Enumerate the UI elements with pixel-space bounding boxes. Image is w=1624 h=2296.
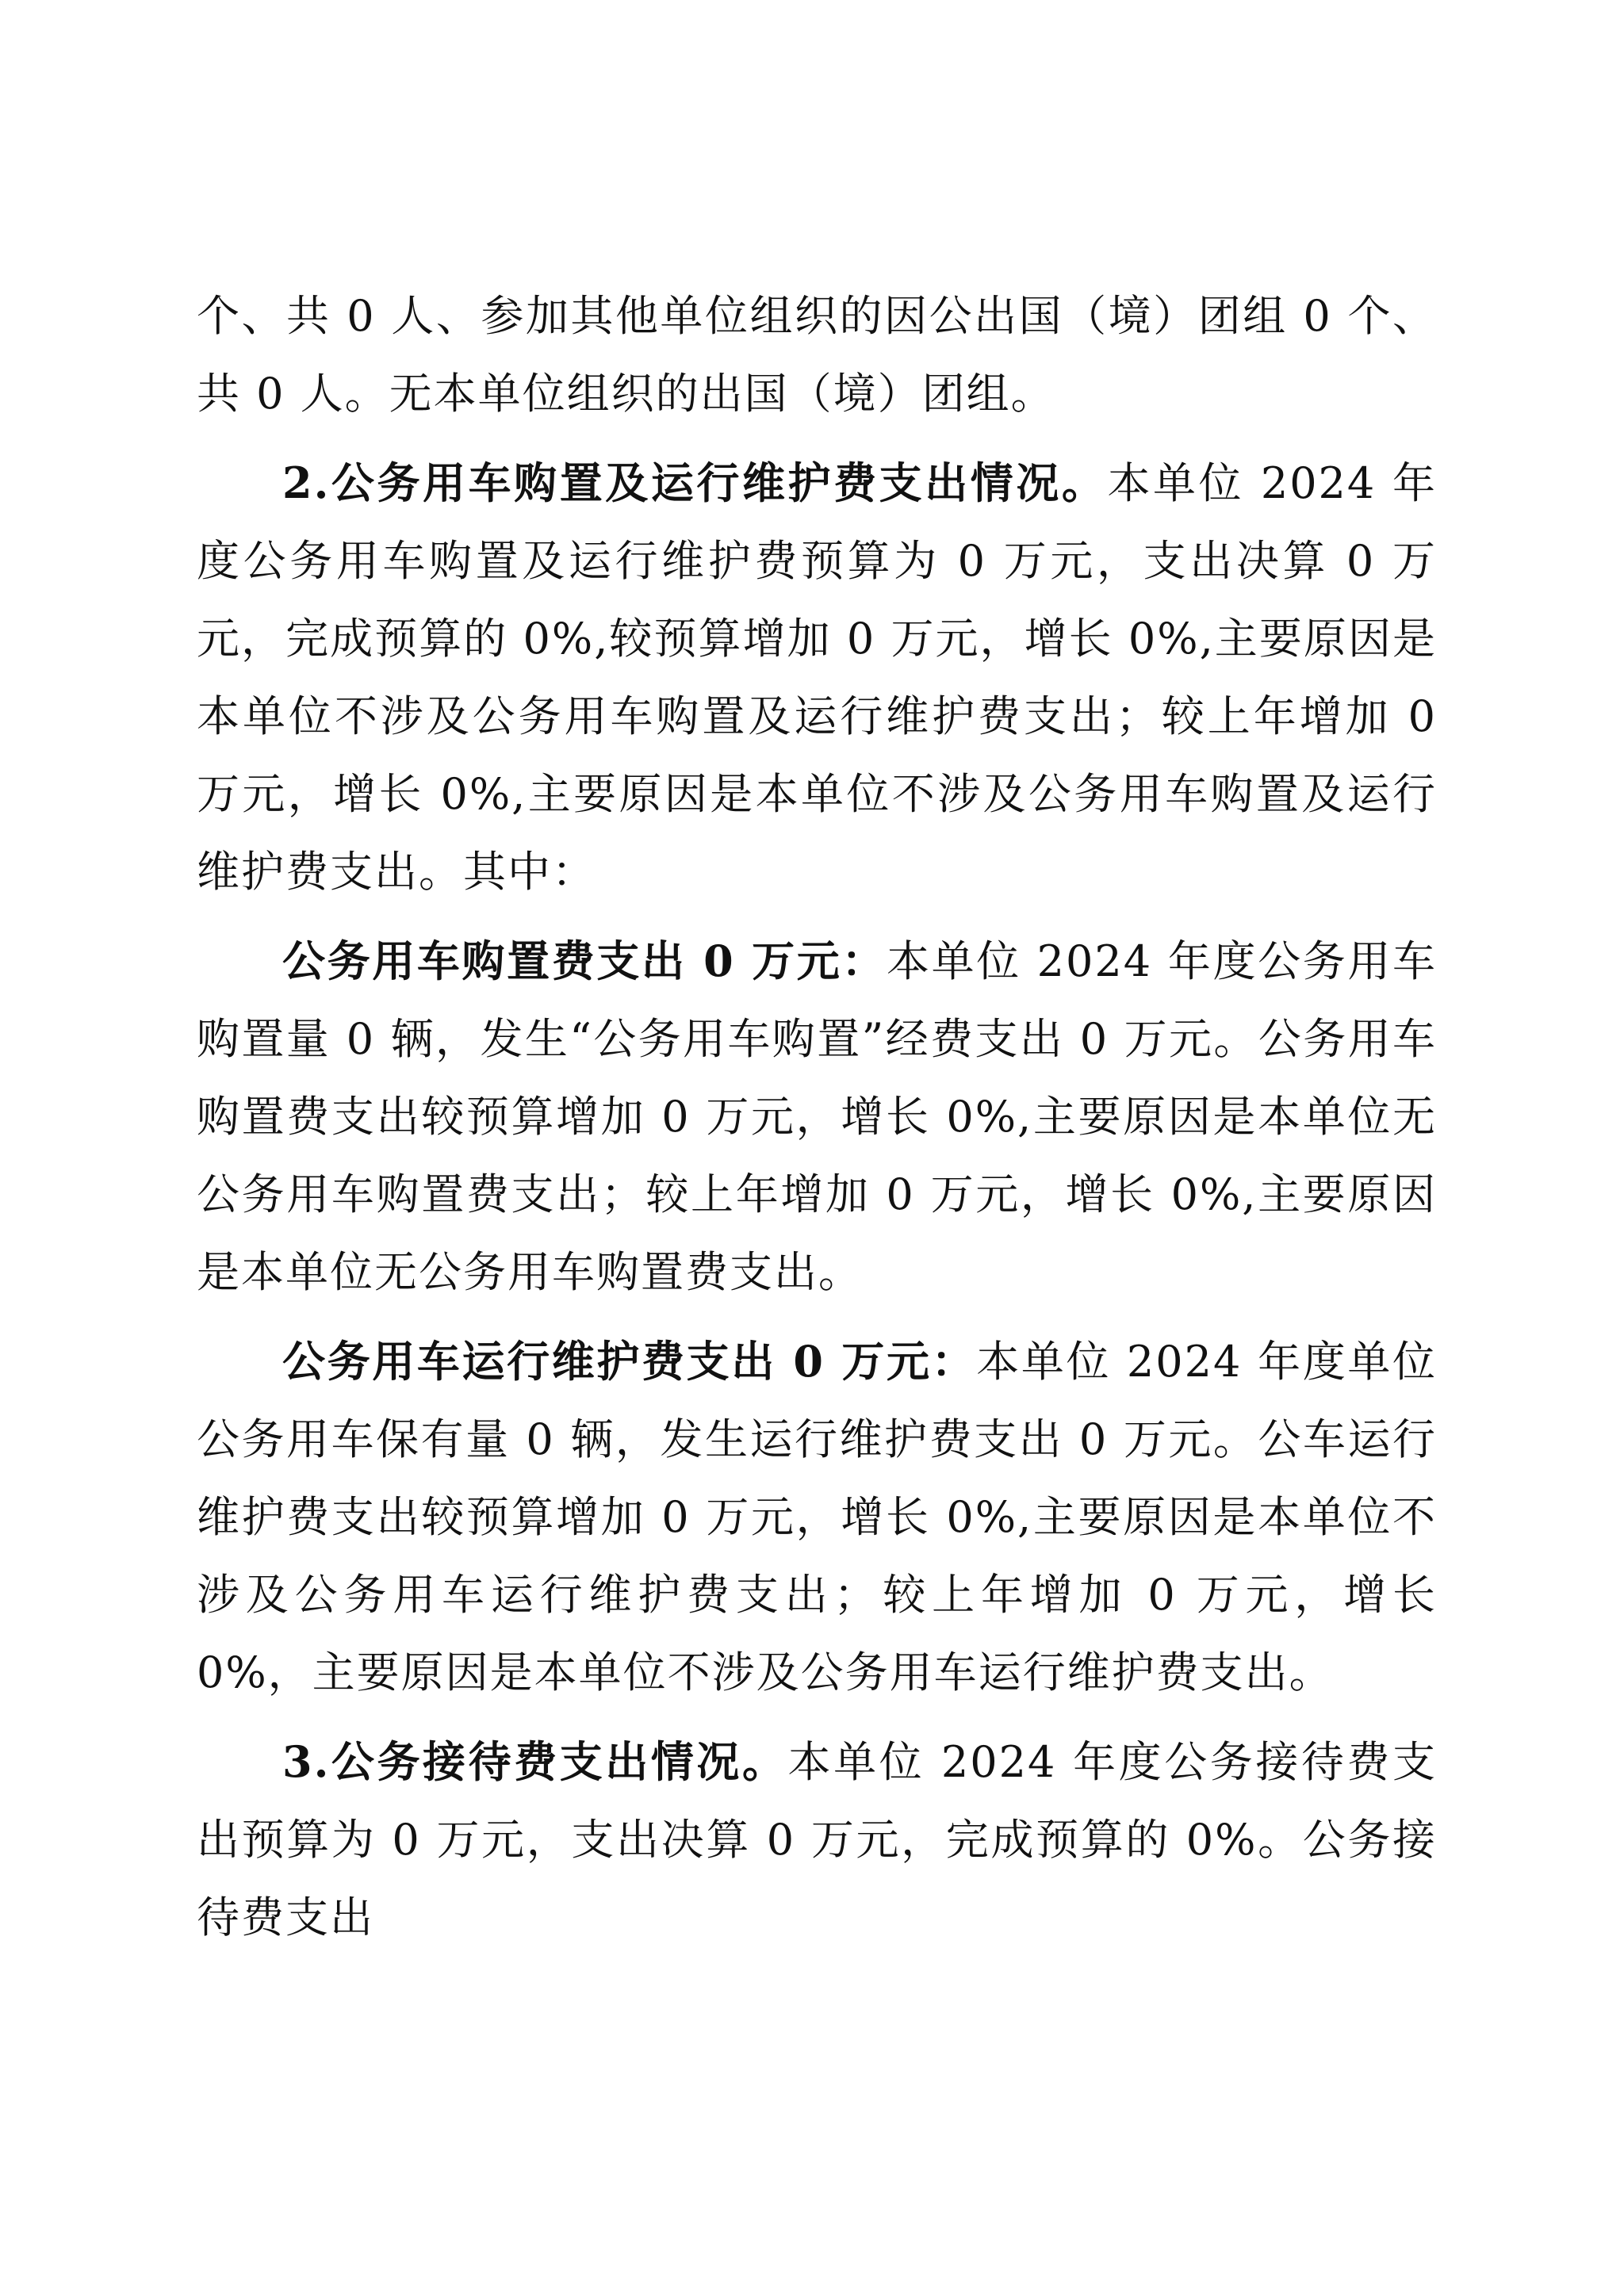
paragraph-reception-expenses [197, 1723, 1437, 1957]
subsection-heading: 公务用车购置费支出 0 万元： [282, 936, 887, 986]
paragraph-text: 本单位 2024 年度公务用车购置及运行维护费预算为 0 万元，支出决算 0 万元，完成预算的 0%,较预算增加 0 万元，增长 0%,主要原因是本单位不涉及公务用车购置及运行维护费支出；较上年增加 0 万元，增长 0%,主要原因是本单位不涉及公务用车购置及运行维护费支出。其中： [197, 458, 1437, 897]
section-heading: 2.公务用车购置及运行维护费支出情况。 [282, 457, 1108, 508]
subsection-heading: 公务用车运行维护费支出 0 万元： [282, 1336, 977, 1387]
paragraph-text: 本单位 2024 年度公务接待费支出预算为 0 万元，支出决算 0 万元，完成预算的 0%。公务接待费支出 [197, 1737, 1437, 1942]
paragraph-text: 个、共 0 人、参加其他单位组织的因公出国（境）团组 0 个、共 0 人。无本单位组织的出国（境）团组。 [197, 291, 1437, 419]
paragraph-overseas-continued [197, 277, 1437, 433]
paragraph-vehicle-maintenance [197, 1322, 1437, 1712]
section-heading: 3.公务接待费支出情况。 [282, 1736, 788, 1787]
paragraph-vehicle-expenses [197, 444, 1437, 911]
document-body [197, 277, 1437, 1957]
paragraph-vehicle-purchase [197, 922, 1437, 1311]
paragraph-text: 本单位 2024 年度公务用车购置量 0 辆，发生“公务用车购置”经费支出 0 万元。公务用车购置费支出较预算增加 0 万元，增长 0%,主要原因是本单位无公务用车购置费支出；较上年增加 0 万元，增长 0%,主要原因是本单位无公务用车购置费支出。 [197, 936, 1437, 1297]
paragraph-text: 本单位 2024 年度单位公务用车保有量 0 辆，发生运行维护费支出 0 万元。公车运行维护费支出较预算增加 0 万元，增长 0%,主要原因是本单位不涉及公务用车运行维护费支出；较上年增加 0 万元，增长 0%，主要原因是本单位不涉及公务用车运行维护费支出。 [197, 1337, 1437, 1697]
